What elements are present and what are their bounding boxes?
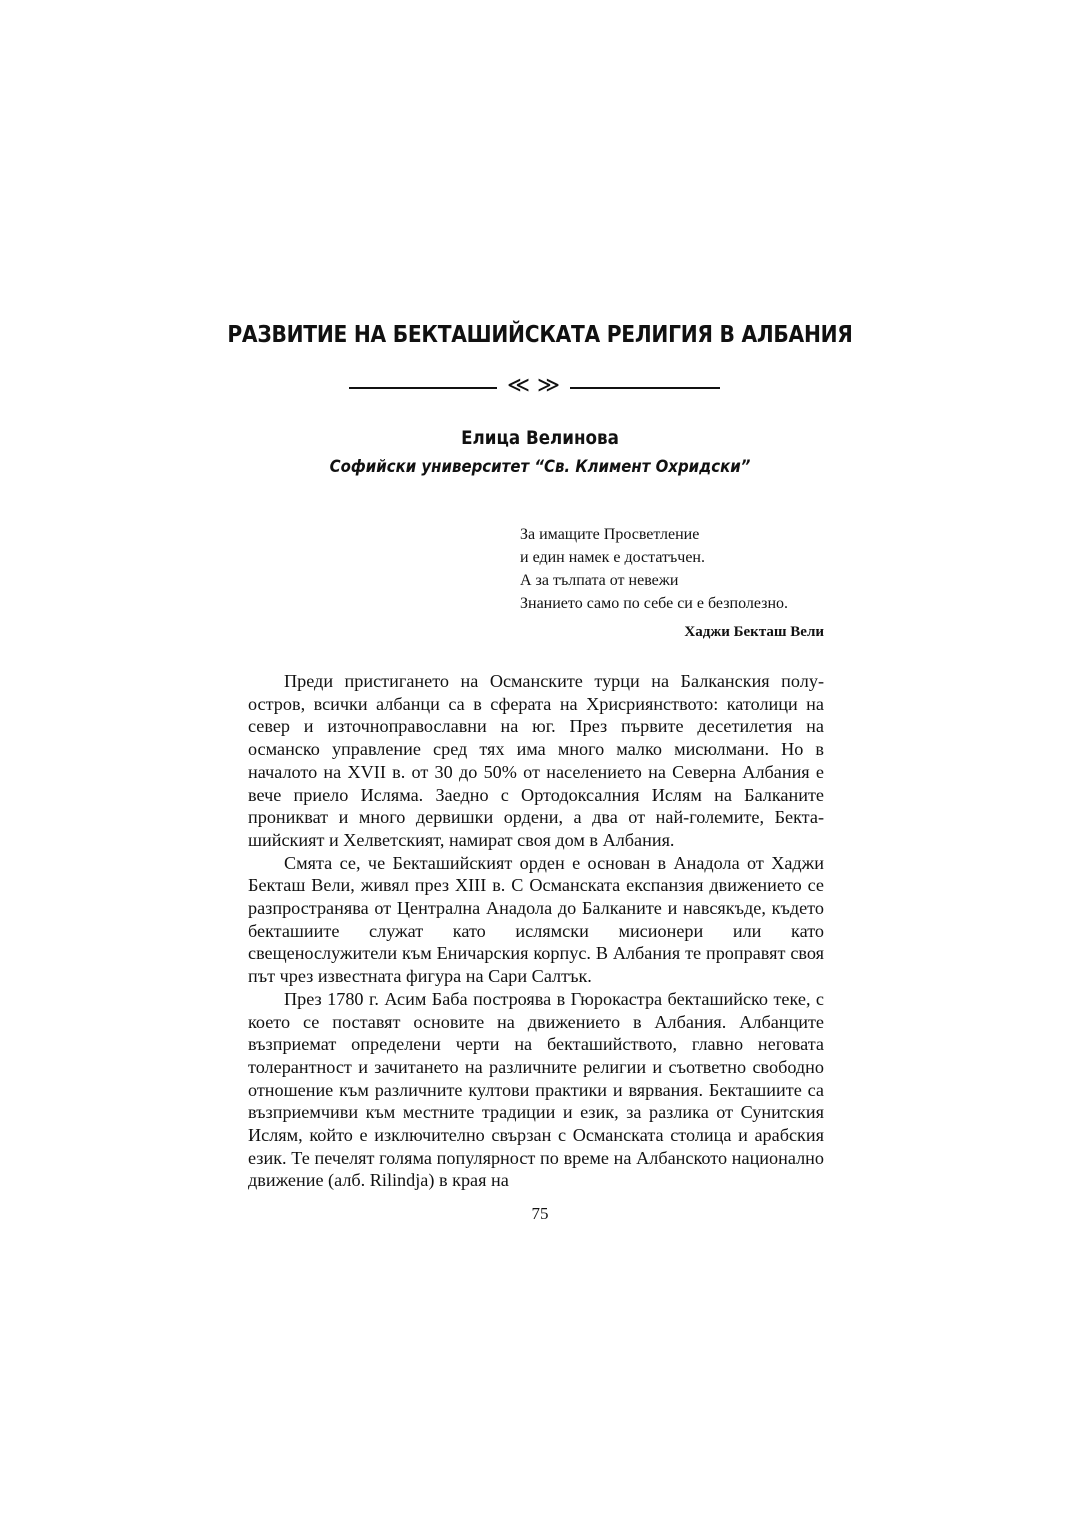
- epigraph-line: Знанието само по себе си е безполезно.: [520, 595, 789, 612]
- ornament-rule-left: [349, 387, 497, 389]
- author-affiliation: Софийски университет “Св. Климент Охридски”: [329, 457, 751, 477]
- article-title: РАЗВИТИЕ НА БЕКТАШИЙСКАТА РЕЛИГИЯ В АЛБАНИЯ: [227, 322, 853, 348]
- epigraph-source: Хаджи Бекташ Вели: [684, 624, 824, 640]
- epigraph-line: За имащите Просветление: [520, 526, 700, 543]
- page-number: 75: [531, 1204, 549, 1223]
- article-body: [248, 670, 824, 1192]
- ornament-rule-right: [570, 387, 720, 389]
- epigraph: [520, 523, 840, 615]
- body-paragraph: Преди пристигането на Османските турци на Балканския полуостров, всички албанци са в сферата на Хрисриянството: католици на север и източноправославни на юг. През първите десетилетия на османско управление сред тях има много малко мисюлмани. Но в началото на XVII в. от 30 до 50% от населението на Северна Албания е вече приело Исляма. Заедно с Ортодоксалния Ислям на Балканите проникват и много дервишки ордени, а два от най-големите, Бекташийският и Хелветският, намират своя дом в Албания.: [248, 671, 824, 850]
- author-name: Елица Велинова: [461, 427, 619, 449]
- body-paragraph: През 1780 г. Асим Баба построява в Гюрокастра бекташийско теке, с което се поставят основите на движението в Албания. Албанците възприемат определени черти на бекташийството, главно неговата толерантност и зачитането на различните религии и съответно свободно отношение към различните култови практики и вярвания. Бекташиите са възприемчиви към местните традиции и език, за разлика от Сунитския Ислям, който е изключително свързан с Османската столица и арабския език. Те печелят голяма популярност по време на Албанското национално движение (алб. Rilindja) в края на: [248, 988, 824, 1191]
- epigraph-line: и един намек е достатъчен.: [520, 549, 705, 566]
- ornament-chevrons-icon: ≪ ≫: [506, 373, 561, 398]
- epigraph-line: А за тълпата от невежи: [520, 572, 679, 589]
- body-paragraph: Смята се, че Бекташийският орден е основан в Анадола от Хаджи Бекташ Вели, живял през XIII в. С Османската експанзия движението се разпространява от Централна Анадола до Балканите и навсякъде, където бекташиите служат като ислямски мисионери или като свещенослужители към Еничарския корпус. В Албания те пропрaвят своя път чрез известната фигура на Сари Салтък.: [248, 852, 824, 987]
- title-ornament: [349, 373, 721, 398]
